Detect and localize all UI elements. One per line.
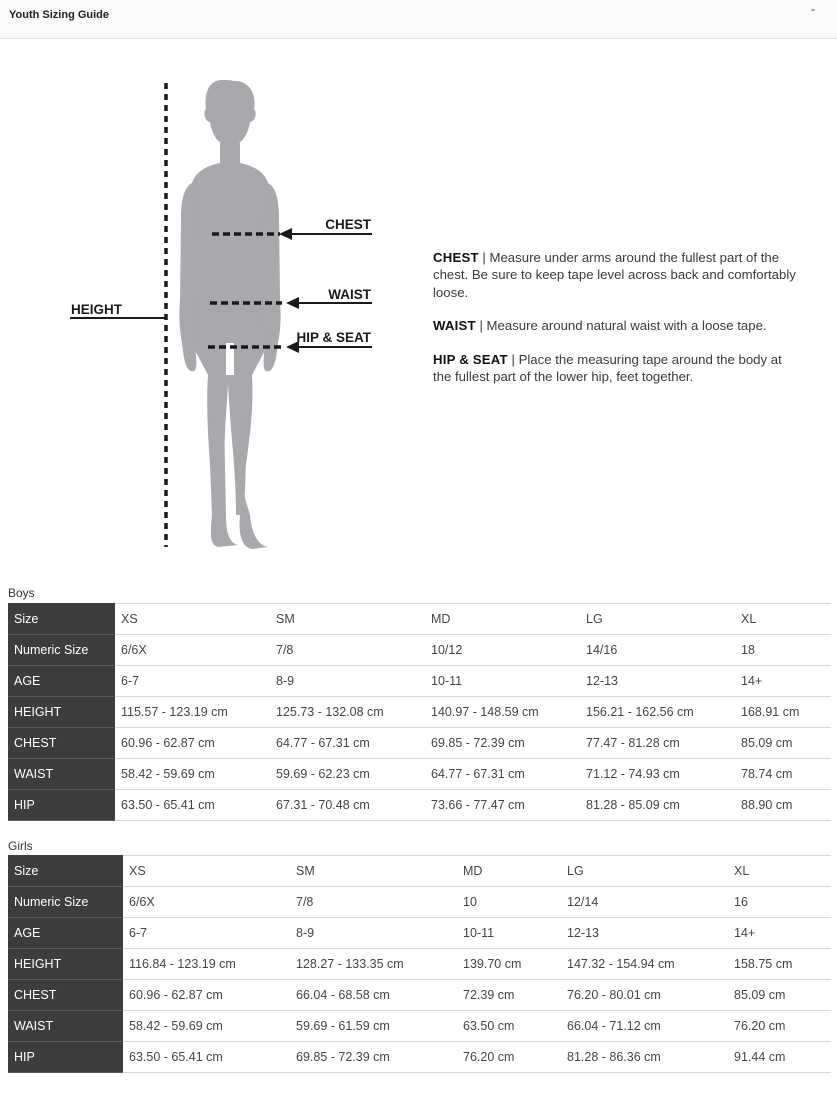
table-cell: 67.31 - 70.48 cm — [270, 790, 425, 821]
row-header: CHEST — [8, 980, 123, 1011]
waist-arrow-icon — [286, 297, 299, 309]
chest-instruction: CHEST | Measure under arms around the fullest part of the chest. Be sure to keep tape level across back and comfortably loose. — [433, 250, 796, 300]
table-cell: 168.91 cm — [735, 697, 831, 728]
row-header: Numeric Size — [8, 887, 123, 918]
table-cell: 16 — [728, 887, 831, 918]
table-cell: 66.04 - 71.12 cm — [561, 1011, 728, 1042]
table-row — [8, 887, 831, 918]
waist-label: WAIST — [328, 287, 371, 302]
table-cell: XS — [115, 604, 270, 635]
table-cell: 12/14 — [561, 887, 728, 918]
row-header: HIP — [8, 790, 115, 821]
row-header: WAIST — [8, 1011, 123, 1042]
table-cell: 14+ — [728, 918, 831, 949]
row-header: HIP — [8, 1042, 123, 1073]
table-cell: 128.27 - 133.35 cm — [290, 949, 457, 980]
table-cell: 7/8 — [290, 887, 457, 918]
table-cell: 140.97 - 148.59 cm — [425, 697, 580, 728]
table-cell: 73.66 - 77.47 cm — [425, 790, 580, 821]
row-header: CHEST — [8, 728, 115, 759]
table-cell: 78.74 cm — [735, 759, 831, 790]
table-row — [8, 697, 831, 728]
table-cell: 63.50 cm — [457, 1011, 561, 1042]
table-cell: 139.70 cm — [457, 949, 561, 980]
table-cell: 76.20 cm — [457, 1042, 561, 1073]
table-cell: 66.04 - 68.58 cm — [290, 980, 457, 1011]
table-cell: 58.42 - 59.69 cm — [123, 1011, 290, 1042]
table-cell: LG — [561, 856, 728, 887]
table-cell: 10/12 — [425, 635, 580, 666]
table-row — [8, 949, 831, 980]
table-cell: 69.85 - 72.39 cm — [290, 1042, 457, 1073]
row-header: Numeric Size — [8, 635, 115, 666]
measurement-instructions — [433, 249, 803, 401]
table-cell: 63.50 - 65.41 cm — [115, 790, 270, 821]
hip-instruction: HIP & SEAT | Place the measuring tape around the body at the fullest part of the lower hip, feet together. — [433, 351, 782, 385]
table-row — [8, 790, 831, 821]
table-cell: 115.57 - 123.19 cm — [115, 697, 270, 728]
table-cell: 76.20 - 80.01 cm — [561, 980, 728, 1011]
dialog-title: Youth Sizing Guide — [9, 9, 110, 21]
table-cell: 12-13 — [561, 918, 728, 949]
table-cell: MD — [425, 604, 580, 635]
chest-arrow-icon — [279, 228, 292, 240]
table-cell: 6-7 — [115, 666, 270, 697]
chest-label: CHEST — [325, 217, 371, 232]
row-header: AGE — [8, 918, 123, 949]
table-cell: 76.20 cm — [728, 1011, 831, 1042]
row-header: Size — [8, 856, 123, 887]
girls-section-label: Girls — [8, 839, 33, 853]
table-cell: 71.12 - 74.93 cm — [580, 759, 735, 790]
dialog-header — [0, 0, 837, 39]
table-cell: 125.73 - 132.08 cm — [270, 697, 425, 728]
table-cell: 8-9 — [270, 666, 425, 697]
table-cell: LG — [580, 604, 735, 635]
table-cell: 72.39 cm — [457, 980, 561, 1011]
waist-instruction: WAIST | Measure around natural waist with a loose tape. — [433, 318, 767, 334]
table-cell: 85.09 cm — [735, 728, 831, 759]
table-cell: 59.69 - 61.59 cm — [290, 1011, 457, 1042]
table-cell: 12-13 — [580, 666, 735, 697]
table-cell: 64.77 - 67.31 cm — [425, 759, 580, 790]
boys-size-table — [8, 603, 831, 821]
table-cell: SM — [290, 856, 457, 887]
table-cell: 91.44 cm — [728, 1042, 831, 1073]
boys-section-label: Boys — [8, 586, 35, 600]
row-header: HEIGHT — [8, 697, 115, 728]
table-cell: 6-7 — [123, 918, 290, 949]
table-row — [8, 728, 831, 759]
table-row — [8, 666, 831, 697]
row-header: AGE — [8, 666, 115, 697]
table-cell: 59.69 - 62.23 cm — [270, 759, 425, 790]
table-cell: 88.90 cm — [735, 790, 831, 821]
table-cell: 81.28 - 85.09 cm — [580, 790, 735, 821]
table-cell: 10-11 — [457, 918, 561, 949]
row-header: HEIGHT — [8, 949, 123, 980]
table-cell: 60.96 - 62.87 cm — [123, 980, 290, 1011]
table-cell: 10-11 — [425, 666, 580, 697]
table-cell: 10 — [457, 887, 561, 918]
table-cell: XL — [735, 604, 831, 635]
table-cell: XL — [728, 856, 831, 887]
girls-size-table — [8, 855, 831, 1073]
table-cell: 6/6X — [115, 635, 270, 666]
table-cell: XS — [123, 856, 290, 887]
table-cell: 116.84 - 123.19 cm — [123, 949, 290, 980]
table-cell: 64.77 - 67.31 cm — [270, 728, 425, 759]
row-header: WAIST — [8, 759, 115, 790]
row-header: Size — [8, 604, 115, 635]
table-cell: 7/8 — [270, 635, 425, 666]
table-row — [8, 635, 831, 666]
table-cell: 14+ — [735, 666, 831, 697]
child-silhouette — [179, 80, 280, 549]
table-cell: 156.21 - 162.56 cm — [580, 697, 735, 728]
table-row — [8, 918, 831, 949]
table-row — [8, 856, 831, 887]
table-row — [8, 980, 831, 1011]
table-cell: 60.96 - 62.87 cm — [115, 728, 270, 759]
measurement-diagram — [60, 75, 390, 555]
minimize-button[interactable]: - — [811, 2, 815, 16]
table-cell: 18 — [735, 635, 831, 666]
table-cell: 147.32 - 154.94 cm — [561, 949, 728, 980]
table-cell: 58.42 - 59.69 cm — [115, 759, 270, 790]
table-cell: 77.47 - 81.28 cm — [580, 728, 735, 759]
table-cell: 6/6X — [123, 887, 290, 918]
table-cell: 8-9 — [290, 918, 457, 949]
hip-seat-label: HIP & SEAT — [296, 330, 371, 345]
table-cell: 69.85 - 72.39 cm — [425, 728, 580, 759]
table-cell: SM — [270, 604, 425, 635]
table-cell: 158.75 cm — [728, 949, 831, 980]
table-cell: 14/16 — [580, 635, 735, 666]
table-row — [8, 1042, 831, 1073]
table-row — [8, 759, 831, 790]
table-cell: 85.09 cm — [728, 980, 831, 1011]
table-cell: 81.28 - 86.36 cm — [561, 1042, 728, 1073]
table-row — [8, 604, 831, 635]
table-cell: 63.50 - 65.41 cm — [123, 1042, 290, 1073]
table-cell: MD — [457, 856, 561, 887]
table-row — [8, 1011, 831, 1042]
height-label: HEIGHT — [71, 302, 123, 317]
